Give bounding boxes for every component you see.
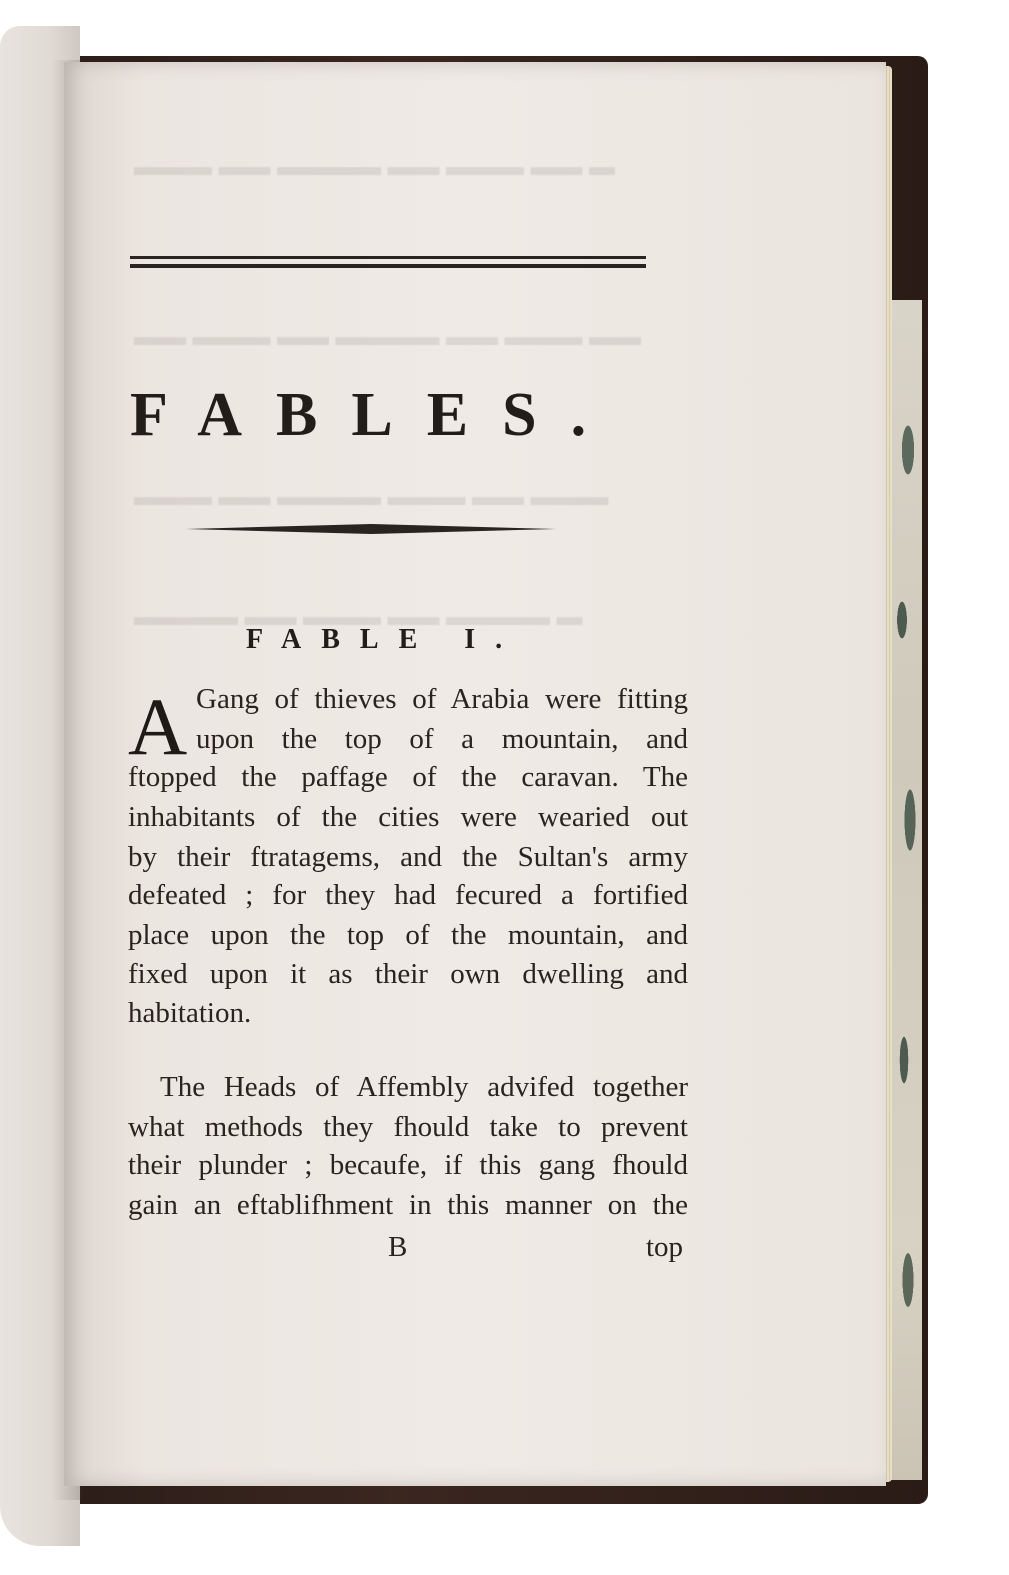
show-through-text: ▬▬ ▬▬▬ ▬▬ ▬▬▬▬ ▬▬ ▬▬▬ ▬▬ xyxy=(134,322,641,351)
text-line: what methods they fhould take to prevent xyxy=(128,1111,688,1143)
rule-line xyxy=(130,256,646,259)
text-line: gain an eftablifhment in this manner on the xyxy=(128,1189,688,1221)
show-through-text: ▬ ▬▬ ▬▬▬ ▬▬ ▬▬▬▬ ▬▬ ▬▬▬ xyxy=(134,152,615,181)
text-line: fixed upon it as their own dwelling and xyxy=(128,958,688,990)
text-line: habitation. xyxy=(128,997,252,1029)
page-title: FABLES. xyxy=(130,381,621,449)
fable-heading: FABLE I. xyxy=(246,624,523,655)
text-line: The Heads of Affembly advifed together xyxy=(160,1071,688,1103)
show-through-text: ▬▬▬ ▬▬ ▬▬▬ ▬▬▬▬ ▬▬ ▬▬▬ xyxy=(134,482,609,511)
text-line: place upon the top of the mountain, and xyxy=(128,919,688,951)
text-line: upon the top of a mountain, and xyxy=(196,723,688,755)
text-line: ftopped the paffage of the caravan. The xyxy=(128,761,688,793)
rule-line xyxy=(130,264,646,268)
signature-mark: B xyxy=(388,1231,408,1263)
catchword: top xyxy=(646,1231,684,1263)
text-line: defeated ; for they had fecured a fortified xyxy=(128,879,688,911)
marbled-endpaper xyxy=(888,300,922,1480)
drop-cap: A xyxy=(128,681,188,772)
text-line: by their ftratagems, and the Sultan's army xyxy=(128,841,688,873)
text-line: their plunder ; becaufe, if this gang fhould xyxy=(128,1149,688,1181)
text-line: Gang of thieves of Arabia were fitting xyxy=(196,683,688,715)
show-through-text: ▬ ▬▬▬▬ ▬▬ ▬▬▬ ▬▬ ▬▬▬▬ xyxy=(134,602,583,631)
text-line: inhabitants of the cities were wearied out xyxy=(128,801,688,833)
double-rule xyxy=(130,256,646,273)
